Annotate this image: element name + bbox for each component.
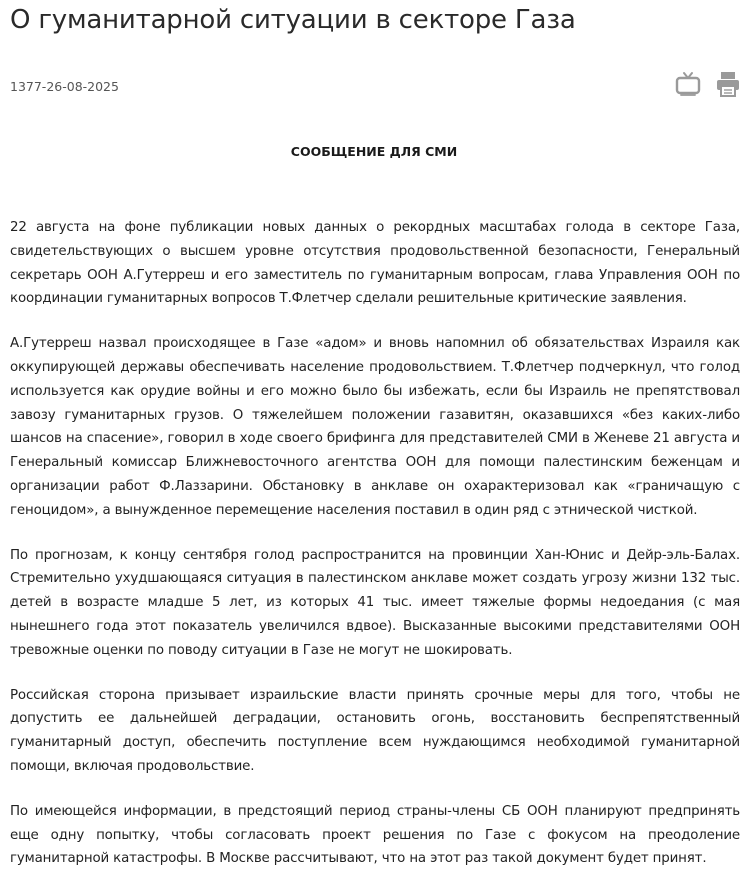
article-paragraph: А.Гутерреш назвал происходящее в Газе «адом» и вновь напомнил об обязательствах Израиля как оккупирующей державы обеспечивать население продовольствием. Т.Флетчер подчеркнул, что голод используется как орудие войны и его можно было бы избежать, если бы Израиль не препятствовал завозу гуманитарных грузов. О тяжелейшем положении газавитян, оказавшихся «без каких-либо шансов на спасение», говорил в ходе своего брифинга для представителей СМИ в Женеве 21 августа и Генеральный комиссар Ближневосточного агентства ООН для помощи палестинским беженцам и организации работ Ф.Лаззарини. Обстановку в анклаве он охарактеризовал как «граничащую с геноцидом», а вынужденное перемещение населения поставил в один ряд с этнической чисткой. (10, 336, 740, 518)
print-button[interactable] (714, 70, 742, 98)
article-paragraph: Российская сторона призывает израильские власти принять срочные меры для того, чтобы не допустить ее дальнейшей деградации, остановить огонь, восстановить беспрепятственный гуманитарный доступ, обеспечить поступление всем нуждающимся необходимой гуманитарной помощи, включая продовольствие. (10, 687, 740, 774)
article-toolbar (674, 70, 742, 98)
printer-icon (716, 71, 740, 97)
article-paragraph: По имеющейся информации, в предстоящий период страны-члены СБ ООН планируют предпринять еще одну попытку, чтобы согласовать проект решения по Газе с фокусом на преодоление гуманитарной катастрофы. В Москве рассчитывают, что на этот раз такой документ будет принят. (10, 803, 740, 867)
article-paragraph: По прогнозам, к концу сентября голод распространится на провинции Хан-Юнис и Дейр-эль-Балах. Стремительно ухудшающаяся ситуация в палестинском анклаве может создать угрозу жизни 132 тыс. детей в возрасте младше 5 лет, из которых 41 тыс. имеет тяжелые формы недоедания (с мая нынешнего года этот показатель увеличился вдвое). Высказанные высокими представителями ООН тревожные оценки по поводу ситуации в Газе не могут не шокировать. (10, 547, 740, 658)
document-number: 1377-26-08-2025 (10, 79, 119, 94)
page-title: О гуманитарной ситуации в секторе Газа (10, 5, 576, 35)
article-paragraph: 22 августа на фоне публикации новых данных о рекордных масштабах голода в секторе Газа, свидетельствующих о высшем уровне отсутствия продовольственной безопасности, Генеральный секретарь ООН А.Гутерреш и его заместитель по гуманитарным вопросам, глава Управления ООН по координации гуманитарных вопросов Т.Флетчер сделали решительные критические заявления. (10, 220, 740, 307)
article-body (10, 216, 740, 892)
tv-button[interactable] (674, 70, 702, 98)
tv-icon (675, 71, 701, 97)
press-release-heading: СООБЩЕНИЕ ДЛЯ СМИ (290, 144, 458, 159)
